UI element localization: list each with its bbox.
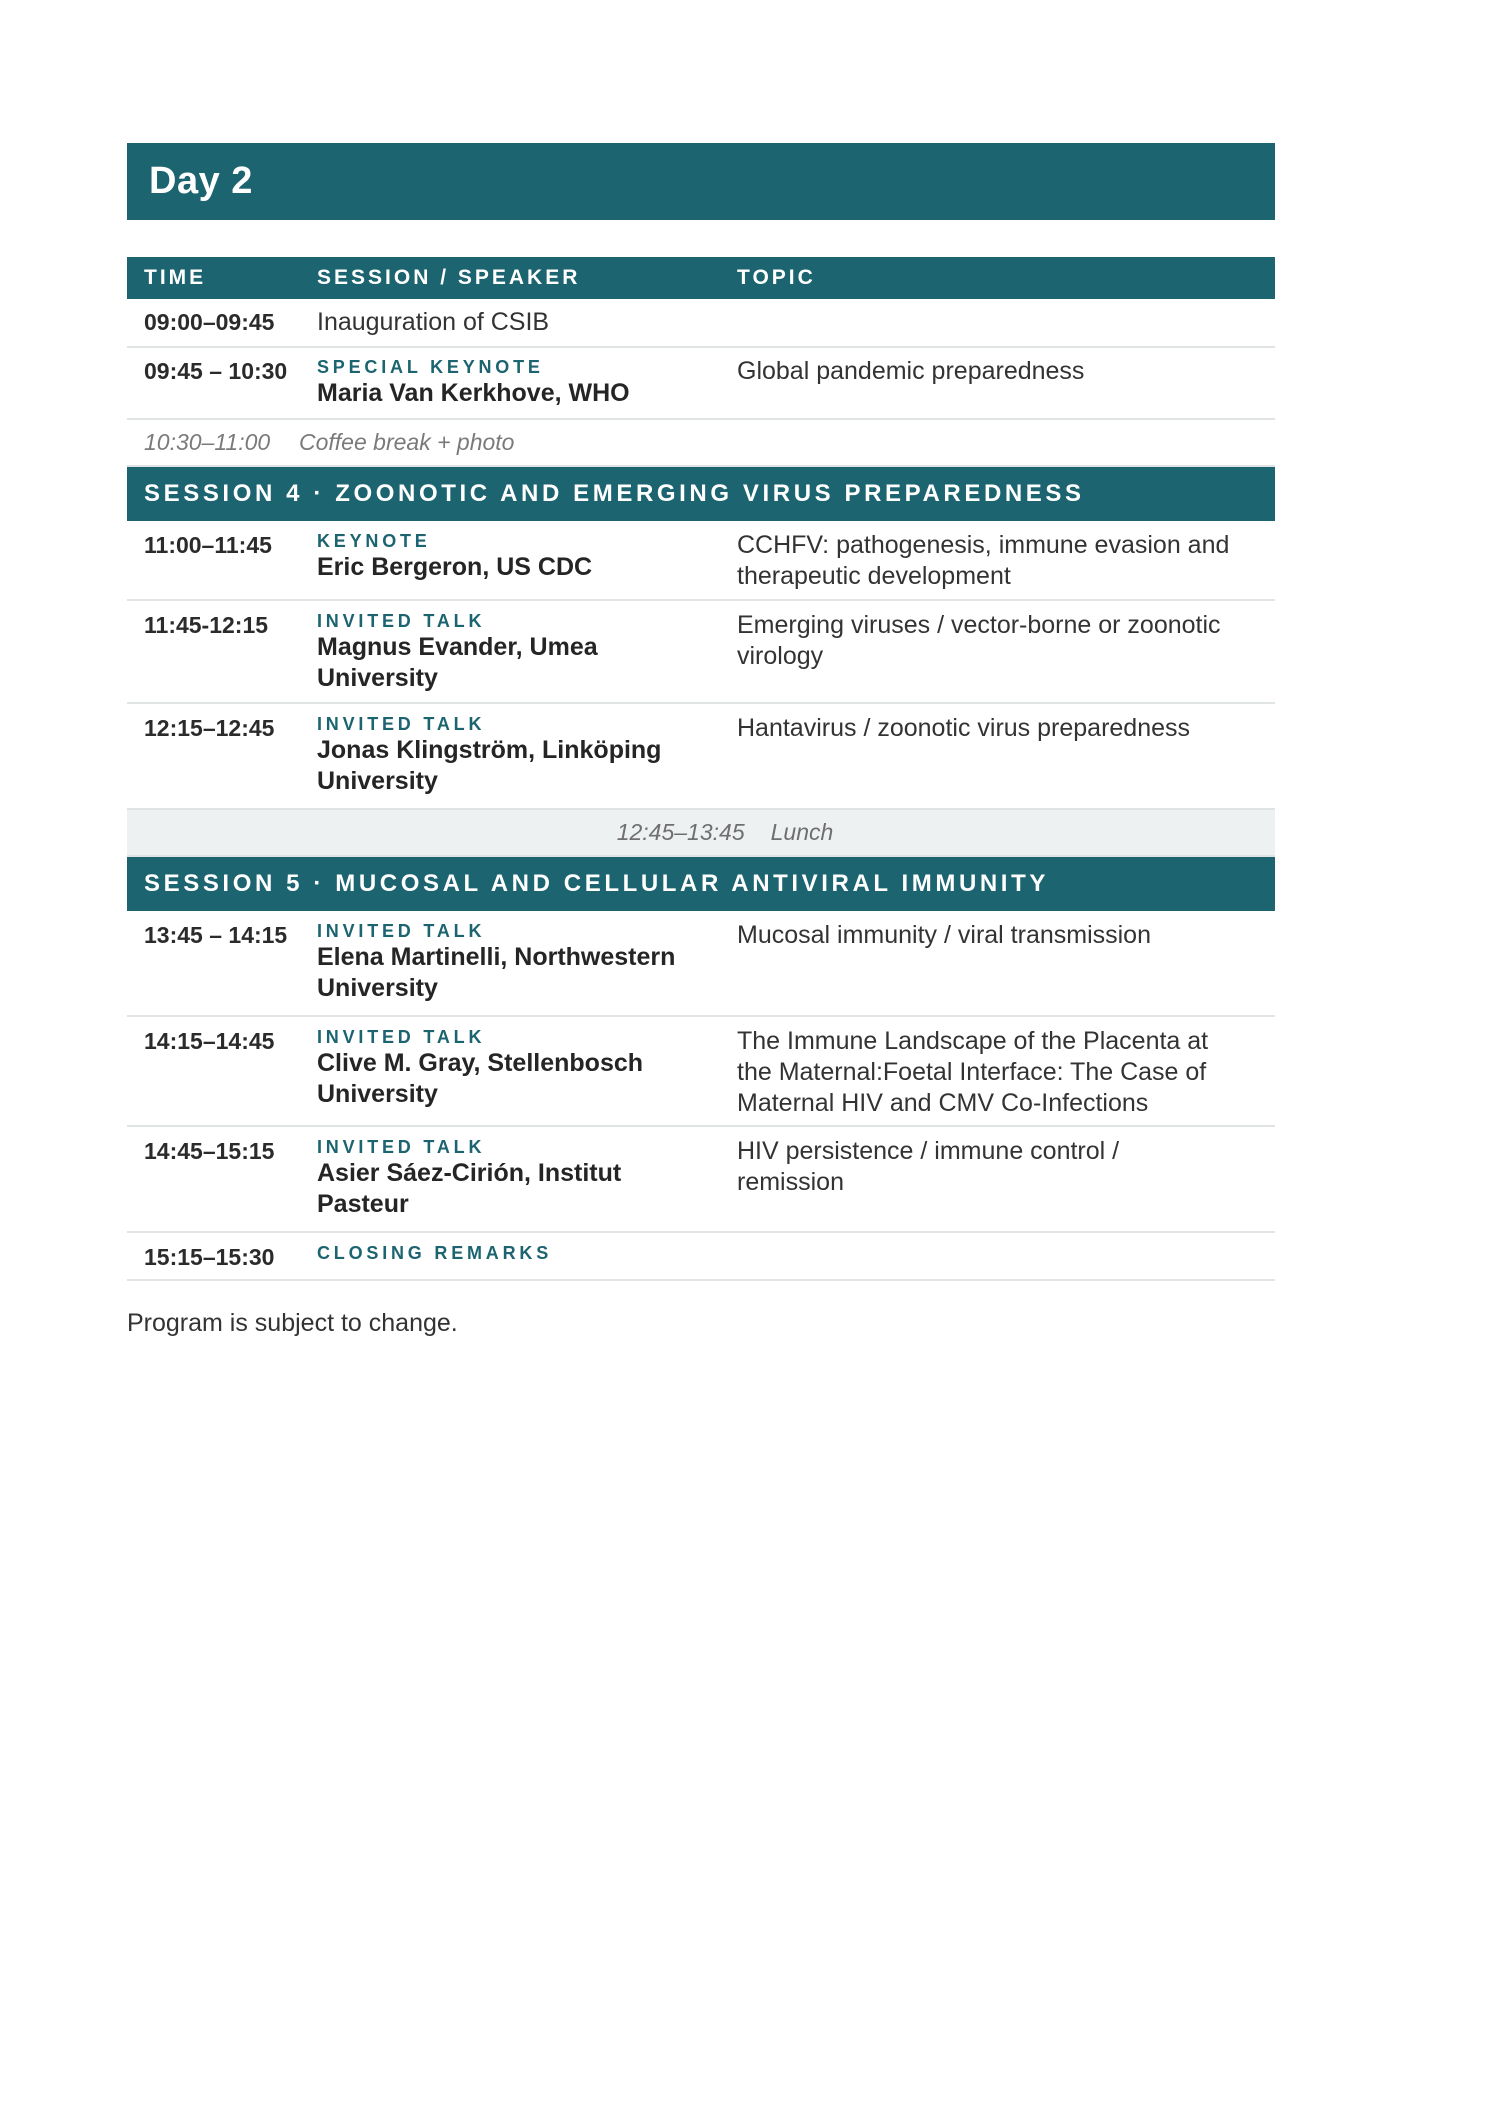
row-time: 09:45 – 10:30 [144, 358, 288, 384]
table-row [127, 299, 1275, 348]
row-time: 13:45 – 14:15 [144, 922, 288, 948]
session-5-title: SESSION 5 · MUCOSAL AND CELLULAR ANTIVIRAL IMMUNITY [144, 870, 1049, 897]
table-row [127, 1233, 1275, 1281]
lunch-label: Lunch [770, 819, 834, 845]
row-topic: Mucosal immunity / viral transmission [737, 921, 1151, 949]
row-speaker: Clive M. Gray, Stellenbosch University [317, 1049, 644, 1108]
session-4-title: SESSION 4 · ZOONOTIC AND EMERGING VIRUS PREPAREDNESS [144, 480, 1085, 507]
table-header [127, 257, 1275, 299]
lunch-time: 12:45–13:45 [616, 819, 745, 845]
table-row [127, 521, 1275, 601]
row-topic: Hantavirus / zoonotic virus preparedness [737, 714, 1191, 742]
row-role: KEYNOTE [317, 531, 431, 551]
row-speaker: Maria Van Kerkhove, WHO [317, 379, 630, 407]
row-time: 15:15–15:30 [144, 1244, 275, 1270]
program-page [127, 143, 1275, 1338]
table-row [127, 1017, 1275, 1127]
break-label: Coffee break + photo [299, 429, 515, 455]
row-time: 09:00–09:45 [144, 309, 275, 335]
row-topic: The Immune Landscape of the Placenta at the Maternal:Foetal Interface: The Case of Maternal HIV and CMV Co-Infections [737, 1027, 1209, 1117]
row-speaker: Elena Martinelli, Northwestern University [317, 943, 676, 1002]
row-role: INVITED TALK [317, 921, 486, 941]
break-time: 10:30–11:00 [144, 429, 271, 455]
program-note: Program is subject to change. [127, 1309, 458, 1337]
row-role: INVITED TALK [317, 1137, 486, 1157]
lunch-row [127, 810, 1275, 857]
header-speaker: SESSION / SPEAKER [317, 266, 581, 289]
row-topic: HIV persistence / immune control / remission [737, 1137, 1120, 1196]
session-4-header [127, 467, 1275, 521]
coffee-break-row [127, 420, 1275, 467]
row-role: SPECIAL KEYNOTE [317, 357, 544, 377]
schedule-table [127, 257, 1275, 1281]
table-row [127, 348, 1275, 420]
row-role: INVITED TALK [317, 1027, 486, 1047]
row-time: 14:15–14:45 [144, 1028, 275, 1054]
row-topic: Emerging viruses / vector-borne or zoonotic virology [737, 611, 1221, 670]
row-speaker: Jonas Klingström, Linköping University [317, 736, 662, 795]
day-banner [127, 143, 1275, 220]
table-row [127, 911, 1275, 1017]
row-topic: Global pandemic preparedness [737, 357, 1085, 385]
table-row [127, 1127, 1275, 1233]
header-topic: TOPIC [737, 266, 816, 289]
row-speaker: Inauguration of CSIB [317, 308, 550, 336]
row-role: INVITED TALK [317, 714, 486, 734]
header-time: TIME [144, 266, 207, 289]
row-topic: CCHFV: pathogenesis, immune evasion and therapeutic development [737, 531, 1230, 590]
row-speaker: Magnus Evander, Umea University [317, 633, 598, 692]
row-time: 11:45-12:15 [144, 612, 269, 638]
row-time: 14:45–15:15 [144, 1138, 275, 1164]
row-role: CLOSING REMARKS [317, 1243, 553, 1263]
day-title: Day 2 [149, 160, 253, 202]
row-time: 11:00–11:45 [144, 532, 272, 558]
row-role: INVITED TALK [317, 611, 486, 631]
row-time: 12:15–12:45 [144, 715, 275, 741]
table-row [127, 704, 1275, 810]
table-row [127, 601, 1275, 704]
session-5-header [127, 857, 1275, 911]
row-speaker: Asier Sáez-Cirión, Institut Pasteur [317, 1159, 622, 1218]
row-speaker: Eric Bergeron, US CDC [317, 553, 593, 581]
